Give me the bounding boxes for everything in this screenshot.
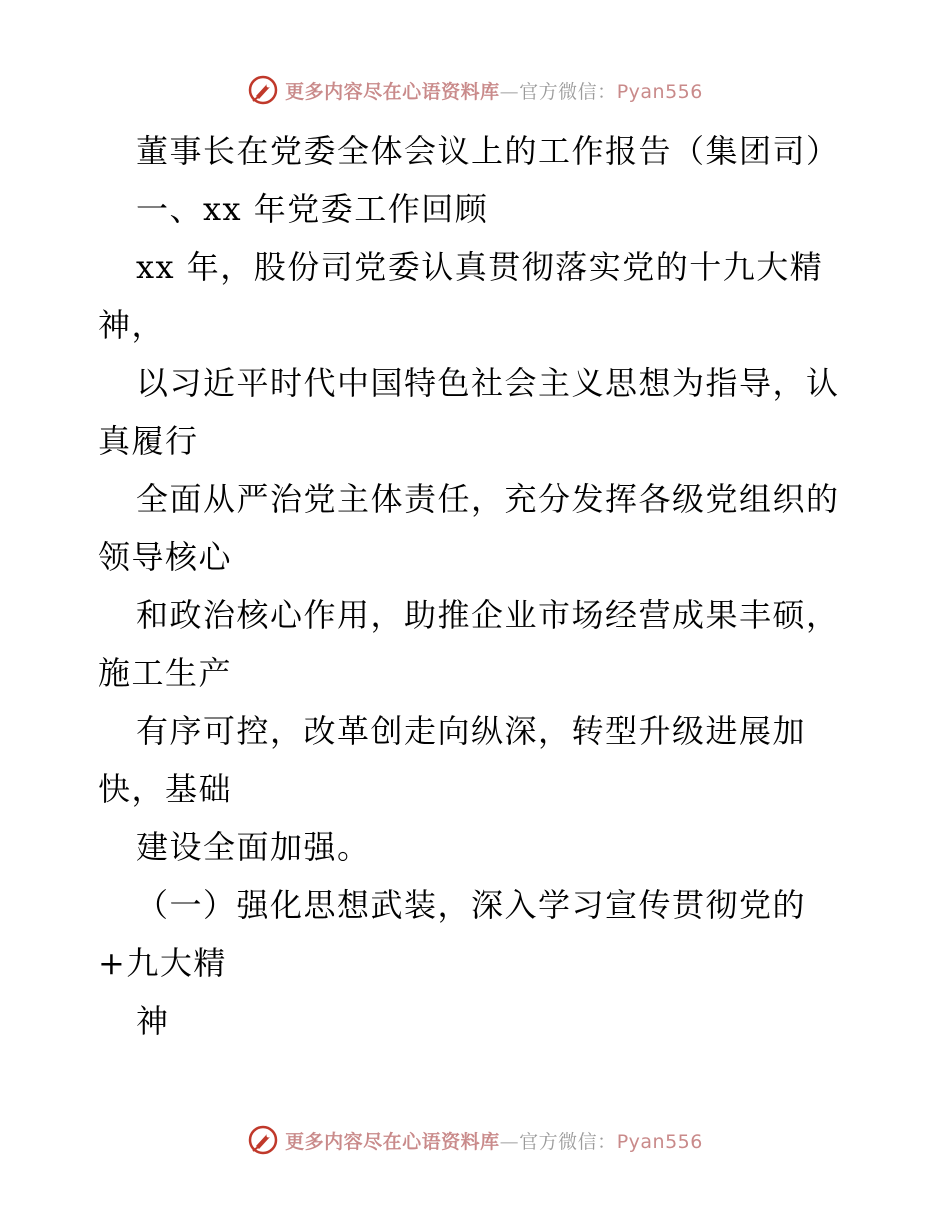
paragraph-line: 施工生产 bbox=[98, 654, 233, 692]
paragraph-line: 建设全面加强。 bbox=[136, 828, 371, 866]
banner-main-text: 更多内容尽在心语资料库 bbox=[285, 1130, 500, 1153]
banner-wechat-label: 官方微信： bbox=[519, 1130, 617, 1153]
subsection-heading: （一）强化思想武装，深入学习宣传贯彻党的 bbox=[136, 886, 807, 924]
paragraph-line: +九大精 bbox=[98, 944, 227, 982]
paragraph-line: 以习近平时代中国特色社会主义思想为指导，认 bbox=[136, 364, 840, 402]
paragraph-line: 快，基础 bbox=[98, 770, 233, 808]
pen-nib-seal-icon bbox=[247, 74, 279, 106]
banner-dash: — bbox=[499, 1130, 520, 1153]
header-watermark-banner bbox=[0, 70, 950, 110]
paragraph-line: 真履行 bbox=[98, 422, 199, 460]
document-body bbox=[98, 122, 858, 1050]
banner-wechat-id: Pyan556 bbox=[616, 80, 703, 103]
pen-nib-seal-icon bbox=[247, 1124, 279, 1156]
paragraph-line: 和政治核心作用，助推企业市场经营成果丰硕， bbox=[136, 596, 840, 634]
banner-wechat-id: Pyan556 bbox=[616, 1130, 703, 1153]
paragraph-line: 领导核心 bbox=[98, 538, 233, 576]
paragraph-line: 有序可控，改革创走向纵深，转型升级进展加 bbox=[136, 712, 807, 750]
paragraph-line: xx 年，股份司党委认真贯彻落实党的十九大精 bbox=[136, 248, 824, 286]
section-heading: 一、xx 年党委工作回顾 bbox=[136, 190, 489, 228]
banner-main-text: 更多内容尽在心语资料库 bbox=[285, 80, 500, 103]
banner-wechat-label: 官方微信： bbox=[519, 80, 617, 103]
paragraph-line: 全面从严治党主体责任，充分发挥各级党组织的 bbox=[136, 480, 840, 518]
banner-text bbox=[285, 77, 703, 104]
banner-dash: — bbox=[499, 80, 520, 103]
banner-text bbox=[285, 1127, 703, 1154]
footer-watermark-banner bbox=[0, 1120, 950, 1160]
paragraph-line: 神 bbox=[136, 1002, 170, 1040]
document-title: 董事长在党委全体会议上的工作报告（集团司） bbox=[136, 132, 840, 170]
paragraph-line: 神， bbox=[98, 306, 166, 344]
